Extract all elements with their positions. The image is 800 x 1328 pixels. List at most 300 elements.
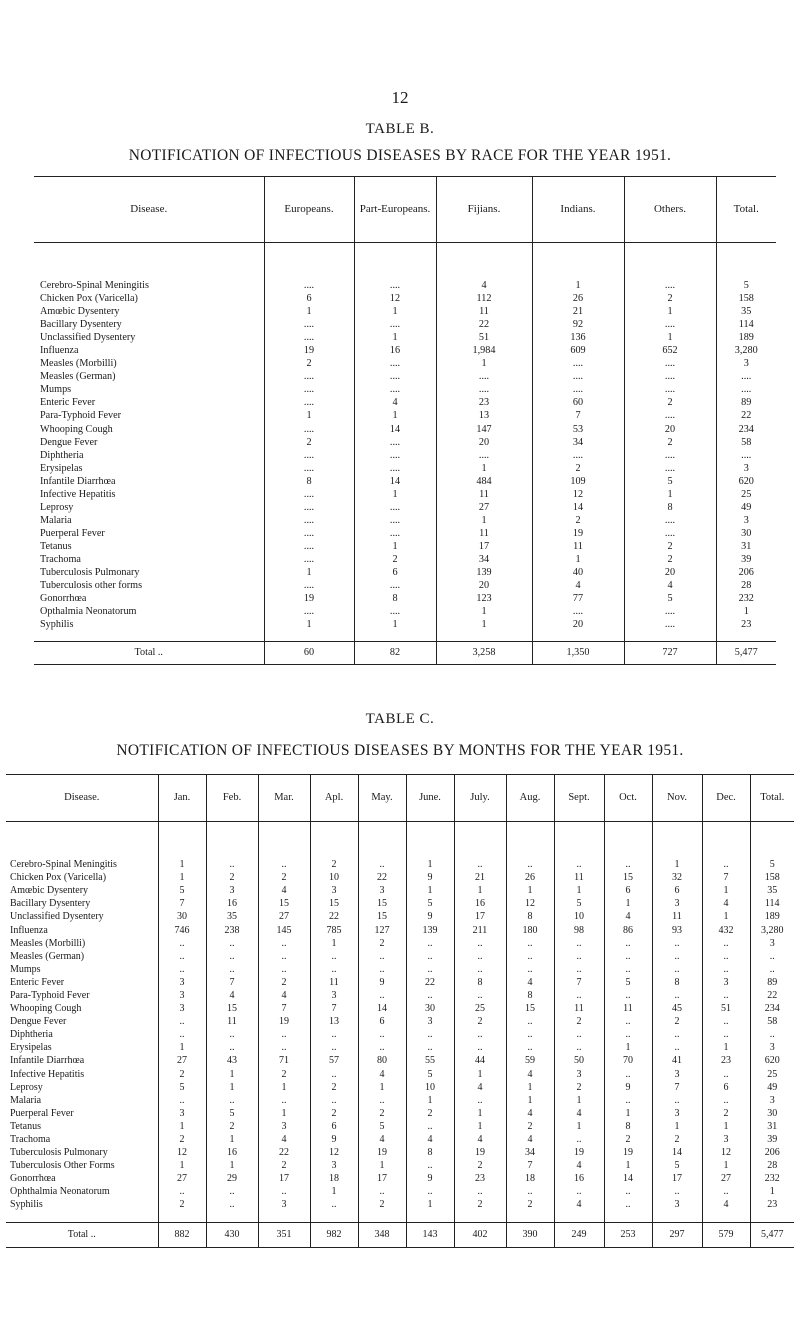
cell-value: 39 (716, 553, 776, 566)
cell-value: 158 (750, 871, 794, 884)
cell-value: 4 (506, 1107, 554, 1120)
table-row (6, 1198, 794, 1211)
cell-value: .. (310, 1198, 358, 1211)
disease-name: Influenza (10, 924, 48, 936)
disease-name: Measles (German) (10, 950, 85, 962)
cell-value: .... (624, 618, 716, 631)
cell-value: 30 (716, 527, 776, 540)
disease-name: Chicken Pox (Varicella) (10, 872, 107, 884)
cell-value: 1 (506, 884, 554, 897)
cell-value: 147 (436, 423, 532, 436)
cell-value: .. (206, 1198, 258, 1211)
cell-value: 1 (702, 910, 750, 923)
table_b-header-2: Part-Europeans. (354, 177, 436, 243)
cell-value: .. (310, 1041, 358, 1054)
cell-value: .... (264, 318, 354, 331)
table-row (34, 279, 776, 292)
cell-value: 22 (406, 976, 454, 989)
total-value: 82 (354, 642, 436, 665)
cell-value: 40 (532, 566, 624, 579)
cell-value: 39 (750, 1133, 794, 1146)
cell-value: 17 (652, 1172, 702, 1185)
page-number: 12 (391, 88, 409, 107)
cell-value: 1 (264, 305, 354, 318)
disease-name: Malaria (10, 1094, 42, 1106)
cell-value: 5 (624, 475, 716, 488)
cell-value: .... (264, 514, 354, 527)
cell-value: .. (158, 1094, 206, 1107)
cell-value: 2 (158, 1068, 206, 1081)
cell-value: 3 (406, 1015, 454, 1028)
cell-value: 3 (158, 1002, 206, 1015)
total-value: 402 (454, 1222, 506, 1247)
cell-value: 25 (716, 488, 776, 501)
cell-value: 35 (750, 884, 794, 897)
cell-value: .. (158, 1185, 206, 1198)
cell-value: .... (624, 370, 716, 383)
cell-value: .. (604, 1198, 652, 1211)
total-value: 351 (258, 1222, 310, 1247)
total-value: 390 (506, 1222, 554, 1247)
cell-value: .. (702, 937, 750, 950)
cell-value: 5 (750, 858, 794, 871)
cell-value: 14 (354, 423, 436, 436)
cell-value: 3 (716, 514, 776, 527)
cell-value: .. (604, 858, 652, 871)
table_c-header-8: Aug. (506, 775, 554, 822)
disease-name: Leprosy (40, 501, 74, 513)
cell-value: .... (716, 370, 776, 383)
cell-value: 1 (436, 462, 532, 475)
table_c-header-11: Nov. (652, 775, 702, 822)
table_c-header-1: Jan. (158, 775, 206, 822)
cell-value: .... (436, 449, 532, 462)
cell-value: 27 (702, 1172, 750, 1185)
cell-value: 1 (702, 1120, 750, 1133)
cell-value: .... (624, 279, 716, 292)
disease-name: Bacillary Dysentery (40, 319, 122, 331)
cell-value: .. (206, 1028, 258, 1041)
cell-value: 5 (358, 1120, 406, 1133)
cell-value: 1 (206, 1081, 258, 1094)
total-value: 348 (358, 1222, 406, 1247)
cell-value: .. (604, 1028, 652, 1041)
table_c-header-12: Dec. (702, 775, 750, 822)
cell-value: 1 (158, 1120, 206, 1133)
cell-value: 28 (716, 579, 776, 592)
disease-name: Whooping Cough (40, 423, 113, 435)
cell-value: 1 (604, 1041, 652, 1054)
cell-value: .... (532, 357, 624, 370)
table_c-header-9: Sept. (554, 775, 604, 822)
total-label: Total .. (6, 1222, 158, 1247)
cell-value: 5 (604, 976, 652, 989)
disease-name: Tetanus (10, 1120, 41, 1132)
cell-value: 98 (554, 923, 604, 936)
cell-value: .... (624, 383, 716, 396)
cell-value: 2 (702, 1107, 750, 1120)
cell-value: 3 (750, 1094, 794, 1107)
cell-value: 4 (532, 579, 624, 592)
table-row (34, 383, 776, 396)
table_c-header-5: May. (358, 775, 406, 822)
cell-value: 4 (258, 989, 310, 1002)
cell-value: 4 (506, 976, 554, 989)
cell-value: .. (702, 1028, 750, 1041)
cell-value: 21 (532, 305, 624, 318)
table-row (6, 923, 794, 936)
cell-value: .... (264, 553, 354, 566)
table_b-header-4: Indians. (532, 177, 624, 243)
cell-value: .... (354, 357, 436, 370)
cell-value: 11 (604, 1002, 652, 1015)
cell-value: 1 (406, 884, 454, 897)
cell-value: .. (158, 937, 206, 950)
cell-value: .... (624, 605, 716, 618)
total-value: 727 (624, 642, 716, 665)
cell-value: .. (258, 963, 310, 976)
cell-value: 71 (258, 1054, 310, 1067)
table-b (34, 176, 776, 665)
cell-value: 2 (506, 1120, 554, 1133)
disease-name: Erysipelas (10, 1042, 52, 1054)
cell-value: .... (436, 383, 532, 396)
cell-value: .. (258, 1185, 310, 1198)
disease-name: Opthalmia Neonatorum (40, 606, 137, 618)
total-value: 5,477 (716, 642, 776, 665)
cell-value: 9 (406, 1172, 454, 1185)
cell-value: 123 (436, 592, 532, 605)
cell-value: 23 (716, 618, 776, 631)
cell-value: 4 (436, 279, 532, 292)
cell-value: 109 (532, 475, 624, 488)
cell-value: 11 (310, 976, 358, 989)
cell-value: 180 (506, 923, 554, 936)
cell-value: 2 (310, 1107, 358, 1120)
cell-value: 8 (506, 910, 554, 923)
cell-value: .. (206, 1041, 258, 1054)
cell-value: 23 (436, 396, 532, 409)
cell-value: 2 (264, 436, 354, 449)
cell-value: 1 (258, 1081, 310, 1094)
cell-value: .... (532, 370, 624, 383)
cell-value: .. (206, 858, 258, 871)
disease-name: Infantile Diarrhœa (10, 1055, 85, 1067)
cell-value: .. (406, 1041, 454, 1054)
cell-value: 19 (554, 1146, 604, 1159)
table-row (34, 396, 776, 409)
cell-value: .... (532, 383, 624, 396)
table_b-header-5: Others. (624, 177, 716, 243)
table-row (6, 937, 794, 950)
cell-value: .... (624, 357, 716, 370)
cell-value: 20 (436, 579, 532, 592)
cell-value: 17 (358, 1172, 406, 1185)
total-row (34, 642, 776, 665)
cell-value: 11 (206, 1015, 258, 1028)
disease-name: Malaria (40, 514, 72, 526)
total-value: 882 (158, 1222, 206, 1247)
cell-value: 484 (436, 475, 532, 488)
table-row (34, 527, 776, 540)
cell-value: 9 (310, 1133, 358, 1146)
cell-value: .. (554, 1133, 604, 1146)
cell-value: .. (506, 1041, 554, 1054)
cell-value: 19 (358, 1146, 406, 1159)
cell-value: 14 (354, 475, 436, 488)
cell-value: .... (436, 370, 532, 383)
cell-value: 189 (750, 910, 794, 923)
cell-value: 4 (358, 1068, 406, 1081)
cell-value: 2 (310, 858, 358, 871)
cell-value: 114 (750, 897, 794, 910)
cell-value: 4 (506, 1068, 554, 1081)
cell-value: 127 (358, 923, 406, 936)
table-row (6, 1028, 794, 1041)
cell-value: 17 (436, 540, 532, 553)
cell-value: 8 (264, 475, 354, 488)
total-value: 1,350 (532, 642, 624, 665)
cell-value: 4 (354, 396, 436, 409)
cell-value: 4 (206, 989, 258, 1002)
cell-value: .... (264, 449, 354, 462)
cell-value: 7 (158, 897, 206, 910)
cell-value: .... (624, 514, 716, 527)
cell-value: .. (454, 1094, 506, 1107)
total-value: 5,477 (750, 1222, 794, 1247)
cell-value: 1 (264, 618, 354, 631)
cell-value: 1 (406, 1094, 454, 1107)
cell-value: .. (604, 937, 652, 950)
cell-value: .. (158, 1028, 206, 1041)
table-row (34, 553, 776, 566)
cell-value: 7 (652, 1081, 702, 1094)
cell-value: 9 (406, 910, 454, 923)
cell-value: 8 (406, 1146, 454, 1159)
cell-value: 3 (716, 462, 776, 475)
cell-value: 3 (652, 1198, 702, 1211)
cell-value: 1 (652, 1120, 702, 1133)
disease-name: Trachoma (10, 1134, 51, 1146)
cell-value: 1 (436, 514, 532, 527)
cell-value: 18 (506, 1172, 554, 1185)
cell-value: 4 (554, 1159, 604, 1172)
cell-value: 1 (206, 1068, 258, 1081)
cell-value: 23 (454, 1172, 506, 1185)
cell-value: 51 (436, 331, 532, 344)
cell-value: .. (652, 950, 702, 963)
cell-value: .. (158, 950, 206, 963)
cell-value: .. (206, 963, 258, 976)
table_c-header-4: Apl. (310, 775, 358, 822)
disease-name: Amœbic Dysentery (40, 306, 120, 318)
cell-value: 59 (506, 1054, 554, 1067)
cell-value: 2 (554, 1081, 604, 1094)
cell-value: 2 (258, 1159, 310, 1172)
cell-value: .. (652, 1094, 702, 1107)
cell-value: 14 (532, 501, 624, 514)
total-value: 3,258 (436, 642, 532, 665)
table-row (6, 1159, 794, 1172)
cell-value: .. (358, 950, 406, 963)
table-row (34, 436, 776, 449)
cell-value: .. (206, 937, 258, 950)
cell-value: 43 (206, 1054, 258, 1067)
cell-value: 14 (358, 1002, 406, 1015)
table-row (6, 1054, 794, 1067)
cell-value: 44 (454, 1054, 506, 1067)
table-row (34, 462, 776, 475)
cell-value: 20 (532, 618, 624, 631)
cell-value: 2 (258, 976, 310, 989)
cell-value: 4 (454, 1081, 506, 1094)
cell-value: 1 (716, 605, 776, 618)
cell-value: .. (604, 1185, 652, 1198)
cell-value: .. (258, 950, 310, 963)
cell-value: .. (454, 963, 506, 976)
cell-value: 1 (506, 1094, 554, 1107)
cell-value: .. (358, 1185, 406, 1198)
cell-value: 1 (532, 553, 624, 566)
cell-value: 2 (454, 1015, 506, 1028)
cell-value: 8 (506, 989, 554, 1002)
cell-value: .... (264, 462, 354, 475)
cell-value: 49 (750, 1081, 794, 1094)
cell-value: 1 (354, 618, 436, 631)
cell-value: 1 (652, 858, 702, 871)
table-row (34, 449, 776, 462)
table_c-header-10: Oct. (604, 775, 652, 822)
cell-value: 1 (436, 605, 532, 618)
cell-value: 6 (358, 1015, 406, 1028)
cell-value: 1 (358, 1159, 406, 1172)
disease-name: Unclassified Dysentery (40, 332, 136, 344)
table-row (6, 1133, 794, 1146)
cell-value: .. (406, 1159, 454, 1172)
cell-value: 6 (264, 292, 354, 305)
cell-value: .. (206, 950, 258, 963)
cell-value: 2 (358, 937, 406, 950)
cell-value: .. (652, 1185, 702, 1198)
cell-value: 30 (158, 910, 206, 923)
cell-value: 8 (604, 1120, 652, 1133)
cell-value: 11 (436, 488, 532, 501)
cell-value: 45 (652, 1002, 702, 1015)
table-row (6, 1146, 794, 1159)
cell-value: .. (406, 937, 454, 950)
cell-value: 19 (604, 1146, 652, 1159)
cell-value: .... (264, 501, 354, 514)
cell-value: 11 (436, 305, 532, 318)
cell-value: 1 (624, 488, 716, 501)
cell-value: .. (454, 1028, 506, 1041)
disease-name: Measles (German) (40, 371, 116, 383)
table_c-header-13: Total. (750, 775, 794, 822)
cell-value: .. (702, 1185, 750, 1198)
cell-value: 4 (258, 884, 310, 897)
cell-value: 3 (750, 937, 794, 950)
cell-value: 211 (454, 923, 506, 936)
cell-value: .. (506, 1015, 554, 1028)
cell-value: 1 (264, 566, 354, 579)
cell-value: 34 (532, 436, 624, 449)
cell-value: 41 (652, 1054, 702, 1067)
cell-value: 5 (406, 897, 454, 910)
cell-value: 2 (354, 553, 436, 566)
cell-value: 14 (604, 1172, 652, 1185)
cell-value: 1 (354, 331, 436, 344)
cell-value: 1 (750, 1185, 794, 1198)
disease-name: Tuberculosis Pulmonary (40, 567, 140, 579)
table_c-header-2: Feb. (206, 775, 258, 822)
cell-value: 6 (310, 1120, 358, 1133)
cell-value: .. (258, 858, 310, 871)
cell-value: 3 (258, 1198, 310, 1211)
cell-value: .... (354, 279, 436, 292)
cell-value: 432 (702, 923, 750, 936)
cell-value: 1 (206, 1133, 258, 1146)
table-row (34, 566, 776, 579)
cell-value: .. (506, 1185, 554, 1198)
cell-value: 86 (604, 923, 652, 936)
table-row (6, 1068, 794, 1081)
cell-value: 1 (354, 305, 436, 318)
cell-value: .. (750, 1028, 794, 1041)
cell-value: .. (652, 963, 702, 976)
cell-value: 3 (258, 1120, 310, 1133)
disease-name: Influenza (40, 345, 79, 357)
cell-value: 2 (554, 1015, 604, 1028)
cell-value: 746 (158, 923, 206, 936)
cell-value: .. (554, 937, 604, 950)
cell-value: 3 (702, 976, 750, 989)
disease-name: Dengue Fever (40, 436, 98, 448)
cell-value: .. (604, 950, 652, 963)
cell-value: 5 (158, 884, 206, 897)
cell-value: 22 (436, 318, 532, 331)
cell-value: .. (310, 1028, 358, 1041)
cell-value: 6 (604, 884, 652, 897)
cell-value: 1 (354, 409, 436, 422)
cell-value: .... (354, 383, 436, 396)
cell-value: .. (702, 1068, 750, 1081)
table-c (6, 774, 794, 1248)
disease-name: Mumps (10, 963, 41, 975)
cell-value: .... (532, 449, 624, 462)
cell-value: 80 (358, 1054, 406, 1067)
cell-value: .. (158, 963, 206, 976)
disease-name: Bacillary Dysentery (10, 898, 91, 910)
table-c-label: TABLE C. (365, 711, 435, 727)
cell-value: .. (702, 950, 750, 963)
cell-value: 2 (358, 1107, 406, 1120)
cell-value: 2 (652, 1133, 702, 1146)
cell-value: .... (532, 605, 624, 618)
cell-value: .. (158, 1015, 206, 1028)
cell-value: .. (258, 1028, 310, 1041)
table-row (6, 1094, 794, 1107)
cell-value: 3 (716, 357, 776, 370)
cell-value: 139 (436, 566, 532, 579)
cell-value: 2 (406, 1107, 454, 1120)
cell-value: .... (624, 318, 716, 331)
table-row (6, 910, 794, 923)
cell-value: 55 (406, 1054, 454, 1067)
cell-value: 1 (624, 331, 716, 344)
cell-value: 20 (436, 436, 532, 449)
cell-value: 1 (554, 884, 604, 897)
cell-value: 2 (358, 1198, 406, 1211)
